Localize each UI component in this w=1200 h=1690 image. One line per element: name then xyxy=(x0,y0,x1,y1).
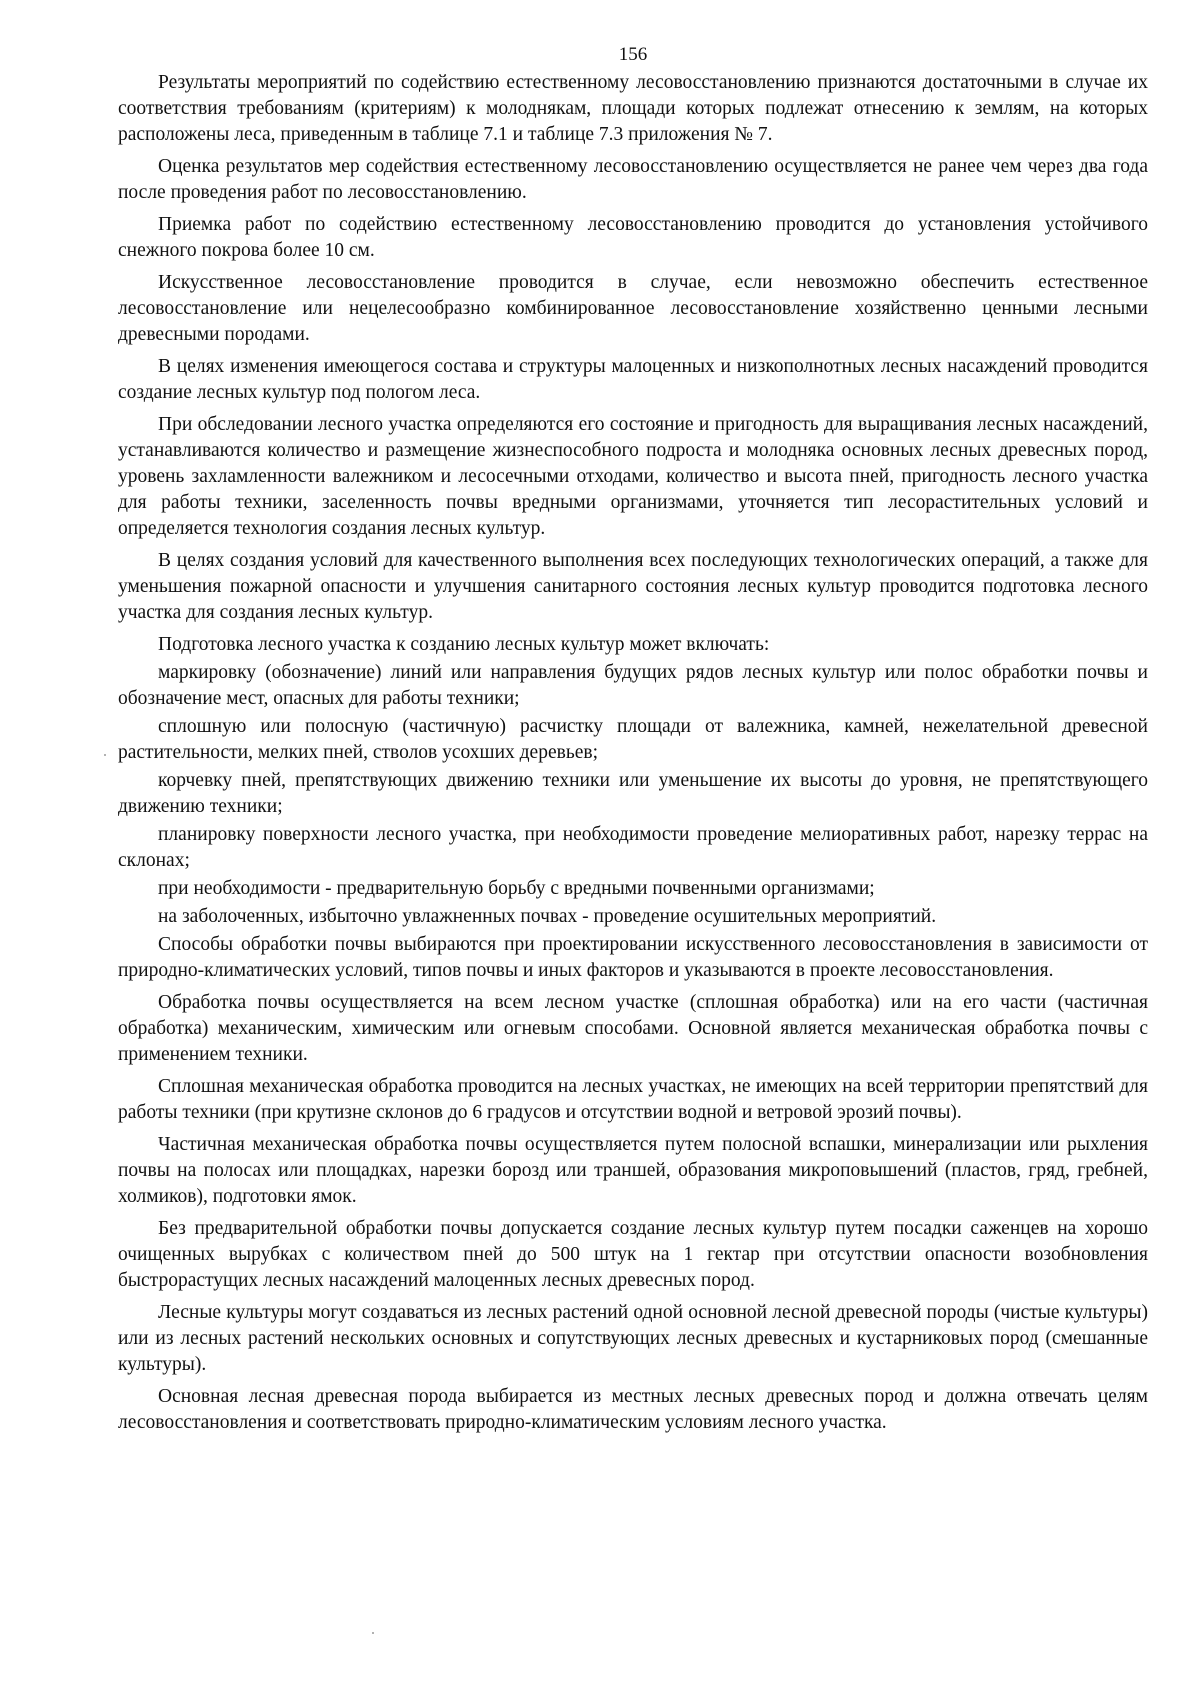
paragraph: Приемка работ по содействию естественному лесовосстановлению проводится до установления устойчивого снежного покрова более 10 см. xyxy=(118,214,1148,261)
scan-speck xyxy=(372,1632,374,1634)
paragraph: Искусственное лесовосстановление проводится в случае, если невозможно обеспечить естественное лесовосстановление или нецелесообразно комбинированное лесовосстановление хозяйственно ценными лесными древесными породами. xyxy=(118,272,1148,345)
paragraph: Результаты мероприятий по содействию естественному лесовосстановлению признаются достаточными в случае их соответствия требованиям (критериям) к молоднякам, площади которых подлежат отнесению к землям, на которых расположены леса, приведенным в таблице 7.1 и таблице 7.3 приложения № 7. xyxy=(118,72,1148,145)
list-item: планировку поверхности лесного участка, при необходимости проведение мелиоративных работ, нарезку террас на склонах; xyxy=(118,824,1148,871)
paragraph: В целях изменения имеющегося состава и структуры малоценных и низкополнотных лесных насаждений проводится создание лесных культур под пологом леса. xyxy=(118,356,1148,403)
list-item: маркировку (обозначение) линий или направления будущих рядов лесных культур или полос обработки почвы и обозначение мест, опасных для работы техники; xyxy=(118,662,1148,709)
paragraph: Лесные культуры могут создаваться из лесных растений одной основной лесной древесной породы (чистые культуры) или из лесных растений нескольких основных и сопутствующих лесных древесных и кустарниковых пород (смешанные культуры). xyxy=(118,1302,1148,1375)
list-intro: Подготовка лесного участка к созданию лесных культур может включать: xyxy=(158,634,770,655)
list-item: на заболоченных, избыточно увлажненных почвах - проведение осушительных мероприятий. xyxy=(158,906,937,927)
page-number: 156 xyxy=(618,44,648,65)
paragraph: Без предварительной обработки почвы допускается создание лесных культур путем посадки саженцев на хорошо очищенных вырубках с количеством пней до 500 штук на 1 гектар при отсутствии опасности возобновления быстрорастущих лесных насаждений малоценных лесных древесных пород. xyxy=(118,1218,1148,1291)
paragraph: Частичная механическая обработка почвы осуществляется путем полосной вспашки, минерализации или рыхления почвы на полосах или площадках, нарезки борозд или траншей, образования микроповышений (пластов, гряд, гребней, холмиков), подготовки ямок. xyxy=(118,1134,1148,1207)
list-item: при необходимости - предварительную борьбу с вредными почвенными организмами; xyxy=(158,878,875,899)
paragraph: Сплошная механическая обработка проводится на лесных участках, не имеющих на всей территории препятствий для работы техники (при крутизне склонов до 6 градусов и отсутствии водной и ветровой эрозий почвы). xyxy=(118,1076,1148,1123)
paragraph: Основная лесная древесная порода выбирается из местных лесных древесных пород и должна отвечать целям лесовосстановления и соответствовать природно-климатическим условиям лесного участка. xyxy=(118,1386,1148,1433)
paragraph: В целях создания условий для качественного выполнения всех последующих технологических операций, а также для уменьшения пожарной опасности и улучшения санитарного состояния лесных культур проводится подготовка лесного участка для создания лесных культур. xyxy=(118,550,1148,623)
list-item: корчевку пней, препятствующих движению техники или уменьшение их высоты до уровня, не препятствующего движению техники; xyxy=(118,770,1148,817)
paragraph: Способы обработки почвы выбираются при проектировании искусственного лесовосстановления в зависимости от природно-климатических условий, типов почвы и иных факторов и указываются в проекте лесовосстановления. xyxy=(118,934,1148,981)
paragraph: Обработка почвы осуществляется на всем лесном участке (сплошная обработка) или на его части (частичная обработка) механическим, химическим или огневым способами. Основной является механическая обработка почвы с применением техники. xyxy=(118,992,1148,1065)
paragraph: Оценка результатов мер содействия естественному лесовосстановлению осуществляется не ранее чем через два года после проведения работ по лесовосстановлению. xyxy=(118,156,1148,203)
document-body xyxy=(118,70,1148,1436)
document-page xyxy=(118,44,1148,1442)
list-item: сплошную или полосную (частичную) расчистку площади от валежника, камней, нежелательной древесной растительности, мелких пней, стволов усохших деревьев; xyxy=(118,716,1148,763)
paragraph: При обследовании лесного участка определяются его состояние и пригодность для выращивания лесных насаждений, устанавливаются количество и размещение жизнеспособного подроста и молодняка основных лесных древесных пород, уровень захламленности валежником и лесосечными отходами, количество и высота пней, пригодность лесного участка для работы техники, заселенность почвы вредными организмами, уточняется тип лесорастительных условий и определяется технология создания лесных культур. xyxy=(118,414,1148,539)
scan-speck xyxy=(104,754,106,756)
